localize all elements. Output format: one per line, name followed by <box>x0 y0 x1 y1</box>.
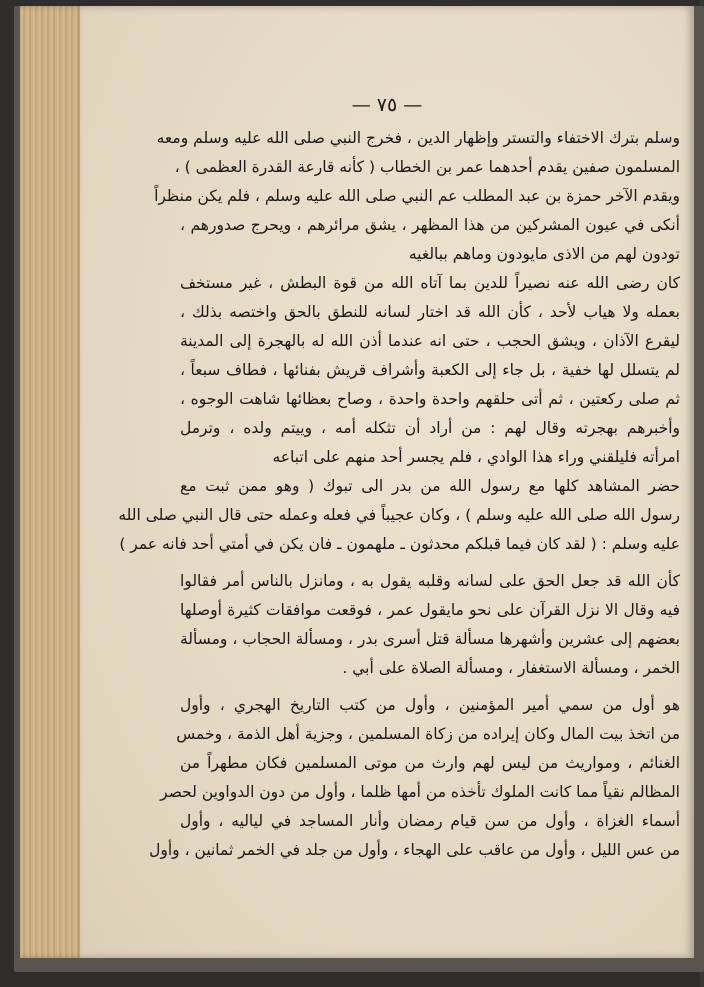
text-line: ثم صلى ركعتين ، ثم أتى حلقهم واحدة واحدة ، وصاح بعظائها شاهت الوجوه ، <box>180 390 680 408</box>
text-line: من عس الليل ، وأول من عاقب على الهجاء ، وأول من جلد في الخمر ثمانين ، وأول <box>149 841 680 859</box>
text-line: تودون لهم من الاذى مايودون وماهم ببالغيه <box>408 245 680 263</box>
text-line: وأخبرهم بهجرته وقال لهم : من أراد أن تثكله أمه ، وييتم ولده ، وترمل <box>180 419 680 437</box>
paragraph <box>149 691 680 865</box>
text-line: لم يتسلل لها خفية ، بل جاء إلى الكعبة وأشراف قريش بفنائها ، فطاف سبعاً ، <box>180 361 680 379</box>
paragraph <box>180 567 680 683</box>
page-number: — ٧٥ — <box>351 94 423 116</box>
book-page <box>80 6 694 958</box>
text-line: الغنائم ، ومواريث من ليس لهم وارث من موتى المسلمين فكان مطهراً من <box>180 754 680 772</box>
text-line: فيه وقال الا نزل القرآن على نحو مايقول عمر ، فوقعت موافقات كثيرة أوصلها <box>180 601 680 619</box>
text-line: كان رضى الله عنه نصيراً للدين بما آتاه الله من قوة البطش ، غير مستخف <box>180 274 680 292</box>
text-line: المظالم نقياً مما كانت الملوك تأخذه من أمها ظلما ، وأول من دون الدواوين لحصر <box>160 783 680 801</box>
text-line: امرأته فليلقني وراء هذا الوادي ، فلم يجسر أحد منهم على اتباعه <box>272 448 680 466</box>
text-line: من اتخذ بيت المال وكان إيراده من زكاة المسلمين ، وجزية أهل الذمة ، وخمس <box>176 725 680 743</box>
text-line: ليقرع الآذان ، ويشق الحجب ، حتى انه عندما أذن الله له بالهجرة إلى المدينة <box>180 332 680 350</box>
text-line: بعمله ولا هياب لأحد ، كأن الله قد اختار لسانه للنطق بالحق واختصه بذلك ، <box>180 303 680 321</box>
text-line: رسول الله صلى الله عليه وسلم ) ، وكان عجيباً في فعله وعمله حتى قال النبي صلى الله <box>118 506 680 524</box>
text-line: عليه وسلم : ( لقد كان فيما قبلكم محدثون ـ ملهمون ـ فان يكن في أمتي أحد فانه عمر ) <box>119 535 680 553</box>
paragraph <box>118 472 680 559</box>
paragraph <box>154 124 680 269</box>
text-line: هو أول من سمي أمير المؤمنين ، وأول من كتب التاريخ الهجري ، وأول <box>180 696 680 714</box>
page-body-text <box>118 124 680 865</box>
page-stack-edge <box>20 6 84 958</box>
text-line: بعضهم إلى عشرين وأشهرها مسألة قتل أسرى بدر ، ومسألة الحجاب ، ومسألة <box>180 630 680 648</box>
text-line: أنكى في عيون المشركين من هذا المظهر ، يشق مرائرهم ، ويحرج صدورهم ، <box>180 216 680 234</box>
text-line: حضر المشاهد كلها مع رسول الله من بدر الى تبوك ( وهو ممن ثبت مع <box>180 477 680 495</box>
text-line: كأن الله قد جعل الحق على لسانه وقلبه يقول به ، ومانزل بالناس أمر فقالوا <box>180 572 680 590</box>
text-line: المسلمون صفين يقدم أحدهما عمر بن الخطاب ( كأنه قارعة القدرة العظمى ) ، <box>174 158 680 176</box>
text-line: وسلم بترك الاختفاء والتستر وإظهار الدين ، فخرج النبي صلى الله عليه وسلم ومعه <box>156 129 680 147</box>
paragraph <box>180 269 680 472</box>
text-line: أسماء الغزاة ، وأول من سن قيام رمضان وأنار المساجد في لياليه ، وأول <box>180 812 680 830</box>
text-line: ويقدم الآخر حمزة بن عبد المطلب عم النبي صلى الله عليه وسلم ، فلم يكن منظراً <box>154 187 680 205</box>
text-line: الخمر ، ومسألة الاستغفار ، ومسألة الصلاة على أبي . <box>342 659 680 677</box>
